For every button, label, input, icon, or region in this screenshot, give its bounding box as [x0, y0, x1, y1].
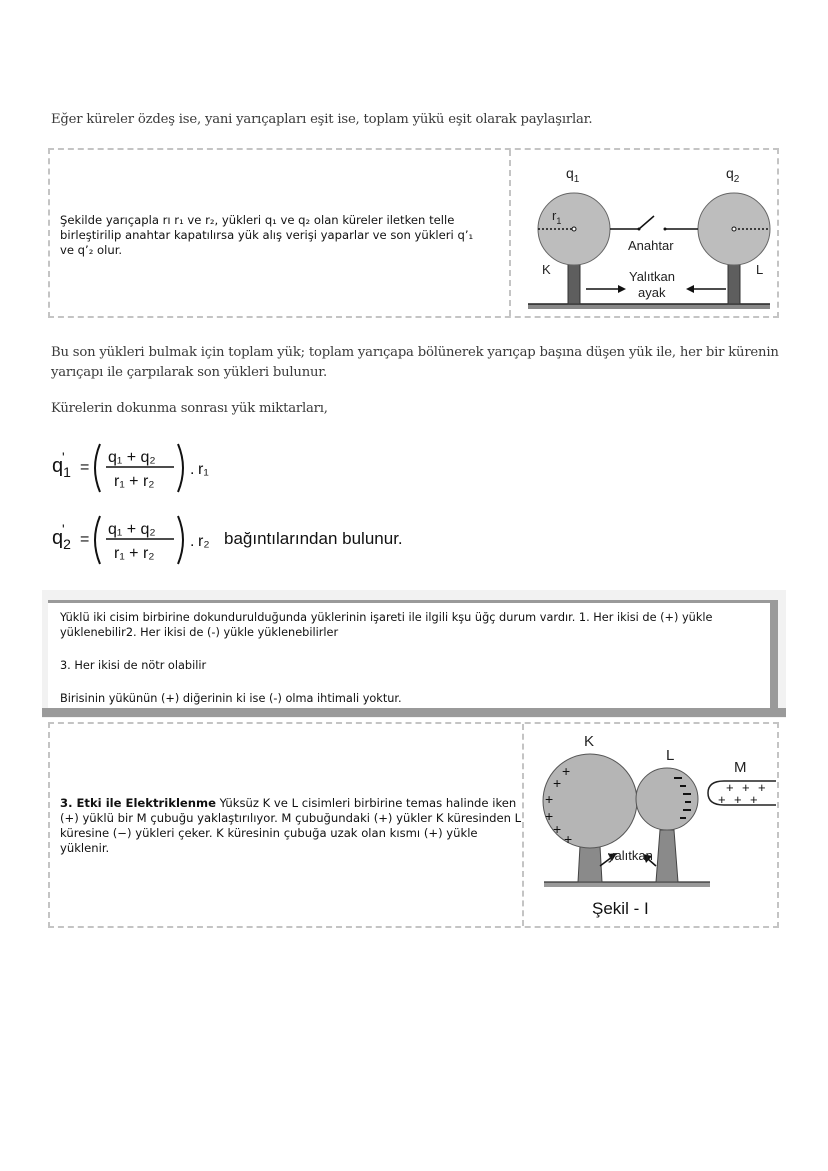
box2-heading: 3. Etki ile Elektriklenme [60, 796, 216, 810]
box-divider [522, 724, 524, 926]
svg-text:q₁ + q₂: q₁ + q₂ [108, 521, 156, 538]
svg-text:q1: $q_1$ [52, 455, 71, 480]
label-k: K [584, 733, 595, 750]
svg-text:+: + [718, 792, 726, 807]
svg-text:=: = [80, 459, 90, 476]
svg-text:': ' [62, 449, 65, 465]
svg-text:+: + [545, 791, 554, 807]
figure-connected-spheres [516, 154, 774, 314]
svg-text:+: + [553, 821, 562, 837]
paragraph-charges-after-contact: Kürelerin dokunma sonrası yük miktarları, [51, 401, 328, 416]
note-text [60, 610, 770, 724]
svg-text:+: + [545, 808, 554, 824]
svg-text:+: + [564, 831, 573, 847]
figure-induction [528, 726, 778, 926]
label-l: L [756, 262, 764, 277]
note-box-charge-signs [42, 590, 786, 718]
svg-text:=: = [80, 531, 90, 548]
label-q2: $q_2$ [726, 165, 740, 185]
equation-q1 [52, 444, 209, 492]
figure-caption: Şekil - I [592, 899, 649, 918]
svg-text:r₁: r₁ [198, 461, 209, 478]
box2-description [60, 796, 522, 856]
equation-q2 [52, 516, 403, 564]
equations [52, 436, 452, 576]
box-divider [509, 150, 511, 316]
info-box-induction [48, 722, 779, 928]
svg-text:+: + [734, 792, 742, 807]
svg-text:+: + [726, 780, 734, 795]
label-m: M [734, 759, 747, 776]
svg-text:+: + [742, 780, 750, 795]
note-line-2: 3. Her ikisi de nötr olabilir [60, 659, 207, 672]
equation-suffix: bağıntılarından bulunur. [224, 529, 403, 548]
label-insulator: yalıtkan [608, 848, 653, 863]
svg-text:r₂: r₂ [198, 533, 210, 550]
svg-text:.: . [190, 533, 195, 550]
note-line-1: Yüklü iki cisim birbirine dokundurulduğunda yüklerinin işareti ile ilgili kşu üğç durum vardır. 1. Her ikisi de (+) yükle yüklenebilir2. Her ikisi de (-) yükle yüklenebilirler [60, 611, 713, 639]
svg-text:+: + [758, 780, 766, 795]
svg-text:+: + [750, 792, 758, 807]
label-k: K [542, 262, 551, 277]
label-q1: $q_1$ [566, 165, 580, 185]
label-insulator-leg: ayak [638, 285, 666, 300]
label-r1: $r_1$ [552, 208, 562, 226]
svg-text:.: . [190, 461, 195, 478]
svg-text:q2: $q_2$ [52, 527, 71, 552]
paragraph-final-charges: Bu son yükleri bulmak için toplam yük; toplam yarıçapa bölünerek yarıçap başına düşen yük ile, her bir kürenin yarıçapı ile çarpılarak son yükleri bulunur. [51, 345, 779, 380]
intro-paragraph: Eğer küreler özdeş ise, yani yarıçapları eşit ise, toplam yükü eşit olarak paylaşırlar. [51, 112, 593, 127]
label-insulator: Yalıtkan [629, 269, 676, 284]
box1-description: Şekilde yarıçapla rı r₁ ve r₂, yükleri q₁ ve q₂ olan küreler iletken telle birleştirilip anahtar kapatılırsa yük alış verişi yaparlar ve son yükleri q’₁ ve q’₂ olur. [60, 213, 474, 257]
box2-body: Yüksüz K ve L cisimleri birbirine temas halinde iken (+) yüklü bir M çubuğu yaklaştırılıyor. M çubuğundaki (+) yükler K küresinden L küresine (−) yükleri çeker. K küresinin çubuğa uzak olan kısmı (+) yükle yüklenir. [60, 796, 522, 855]
svg-text:': ' [62, 521, 65, 537]
info-box-conductor-spheres [48, 148, 779, 318]
svg-text:r₁ + r₂: r₁ + r₂ [114, 545, 155, 562]
note-line-3: Birisinin yükünün (+) diğerinin ki ise (-) olma ihtimali yoktur. [60, 692, 402, 705]
svg-text:+: + [562, 763, 571, 779]
svg-text:q₁ + q₂: q₁ + q₂ [108, 449, 156, 466]
label-l: L [666, 747, 675, 764]
svg-text:r₁ + r₂: r₁ + r₂ [114, 473, 155, 490]
svg-text:+: + [553, 775, 562, 791]
label-switch: Anahtar [628, 238, 674, 253]
